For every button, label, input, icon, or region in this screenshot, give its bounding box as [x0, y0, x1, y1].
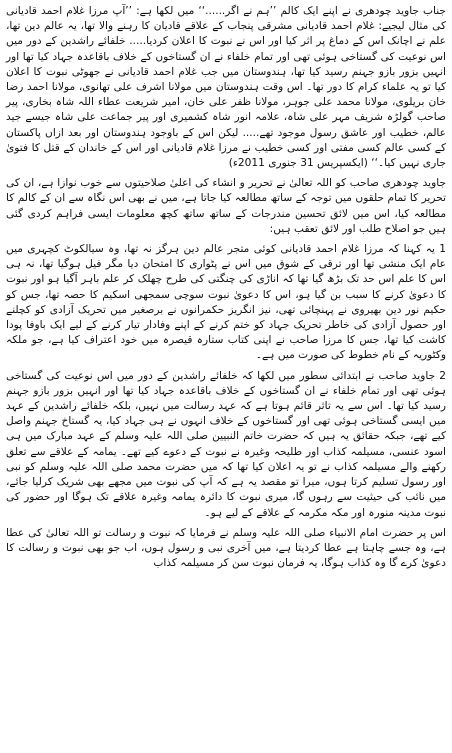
intro-quote-paragraph: جناب جاوید چودھری نے اپنے ایک کالم ’’ہم نے اگر......‘‘ میں لکھا ہے: ’’آپ مرزا غلام احمد قادیانی کی مثال لیجیے: غلام احمد قادیانی مشرقی پنجاب کے علاقے قادیان کا رہنے والا تھا، یہ عالم دین تھا، علم نے اچانک اس کے دماغ پر اثر کیا اور اس نے نبوت کا اعلان کردیا..... خلفائے راشدین کے دور میں اس نوعیت کی گستاخی ہوئی تھی اور تمام خلفاء نے ان گستاخوں کے خلاف باقاعدہ جہاد کیا تھا اور انہیں بزور بازو جہنم رسید کیا تھا، ہندوستان میں جب غلام احمد قادیانی نے جھوٹی نبوت کا اعلان کیا تو یہ علماء کرام کا دور تھا۔ اس وقت ہندوستان میں مولانا اشرف علی تھانوی، مولانا احمد رضا خان بریلوی، مولانا محمد علی جوہر، مولانا ظفر علی خان، امیر شریعت عطاء اللہ شاہ بخاری، پیر صاحب گولڑہ شریف مہر علی شاہ، علامہ انور شاہ کشمیری اور پیر جماعت علی شاہ جیسے جید عالم، خطیب اور عاشق رسول موجود تھے..... لیکن اس کے باوجود ہندوستان اور بعد ازاں پاکستان کے کسی عالم کسی مفتی اور کسی خطیب نے مرزا غلام قادیانی اور اس کے خاندان کے قتل کا فتویٰ جاری نہیں کیا۔‘‘ (ایکسپریس 31 جنوری 2011ء) [6, 5, 446, 170]
author-commentary-paragraph: جاوید چودھری صاحب کو اللہ تعالیٰ نے تحریر و انشاء کی اعلیٰ صلاحیتوں سے خوب نوازا ہے، ان کی تحریر کا تمام حلقوں میں توجہ کے ساتھ مطالعہ کیا جاتا ہے، میں نے بھی اس نگاہ سے ان کے کالم کا مطالعہ کیا، اس میں لائق تحسین مندرجات کے ساتھ ساتھ کچھ معلومات ایسی فراہم کردی گئی ہیں جو اصلاح طلب اور لائق تعقب ہیں: [6, 177, 446, 235]
point-two-paragraph: 2 جاوید صاحب نے ابتدائی سطور میں لکھا کہ خلفائے راشدین کے دور میں اس نوعیت کی گستاخی ہوئی تھی اور تمام خلفاء نے ان گستاخوں کے خلاف باقاعدہ جہاد کیا تھا اور انہیں بزور بازو جہنم رسید کیا تھا۔ اس سے یہ تاثر قائم ہوتا ہے کہ عہد رسالت میں نہیں، بلکہ خلفائے راشدین کے عہد میں ایسی گستاخی ہوئی تھی اور گستاخوں کے خلاف انہوں نے ہی جہاد کیا، یہ گستاخ جہنم واصل کیے تھے، جبکہ حقائق یہ ہیں کہ حضرت خاتم النبیین صلی اللہ علیہ وسلم کے عہد مبارک میں ہی اسود عنسی، مسیلمہ کذاب اور طلیحہ وغیرہ نے نبوت کے دعوے کیے تھے۔ یمامہ کے علاقے سے تعلق رکھنے والے مسیلمہ کذاب نے تو یہ اعلان کیا تھا کہ میں حضرت محمد صلی اللہ علیہ وسلم کو نبی اور رسول تسلیم کرتا ہوں، میرا تو مقصد یہ ہے کہ آپ کی نبوت میں مجھے بھی شریک کرلیا جائے، میں نائب کی حیثیت سے رہوں گا، میری نبوت کا دائرہ یمامہ وغیرہ علاقے تک ہوگا اور حضور کی نبوت مدینہ منورہ اور مکہ مکرمہ کے علاقے کے لیے ہو۔ [6, 369, 446, 519]
point-one-paragraph: 1 یہ کہنا کہ مرزا غلام احمد قادیانی کوئی متجر عالم دین ہرگز نہ تھا، وہ سیالکوٹ کچہری میں عام ایک منشی تھا اور ترقی کے شوق میں اس نے پٹواری کا امتحان دیا مگر فیل ہوگیا تھا، نہ ہی اس کا علم اس حد تک بڑھ گیا تھا کہ اناڑی کی چنگتی کی طرح چھلک کر علم باہر آگیا ہو اور نبوت کا دعویٰ کرنے کا سبب بن گیا ہو، اس کا دعویٰ نبوت سوچی سمجھی اسکیم کا حصہ تھا، جس کو حکیم نور دین بھیروی نے پہنچائی تھی، نیز انگریز حکمرانوں نے برصغیر میں تحریک آزادی کو کچلنے اور حصول آزادی کی خاطر تحریک جہاد کو ختم کرنے کے اپنے وفادار تیار کرنے کے لیے ایک باوفا پودا کاشت کیا تھا، جس کا مرزا صاحب نے اپنی کتاب ستارہ قیصرہ میں خود اعتراف کیا ہے، جو ملکہ وکٹوریہ کے نام خطوط کی صورت میں ہے۔ [6, 243, 446, 362]
closing-paragraph: اس پر حضرت امام الانبیاء صلی اللہ علیہ وسلم نے فرمایا کہ نبوت و رسالت تو اللہ تعالیٰ کی عطا ہے، وہ جسے چاہتا ہے عطا کردیتا ہے، میں آخری نبی و رسول ہوں، اب جو بھی نبوت و رسالت کا دعویٰ کرے گا وہ کذاب ہوگا، یہ فرمان نبوت سن کر مسیلمہ کذاب [6, 526, 446, 570]
